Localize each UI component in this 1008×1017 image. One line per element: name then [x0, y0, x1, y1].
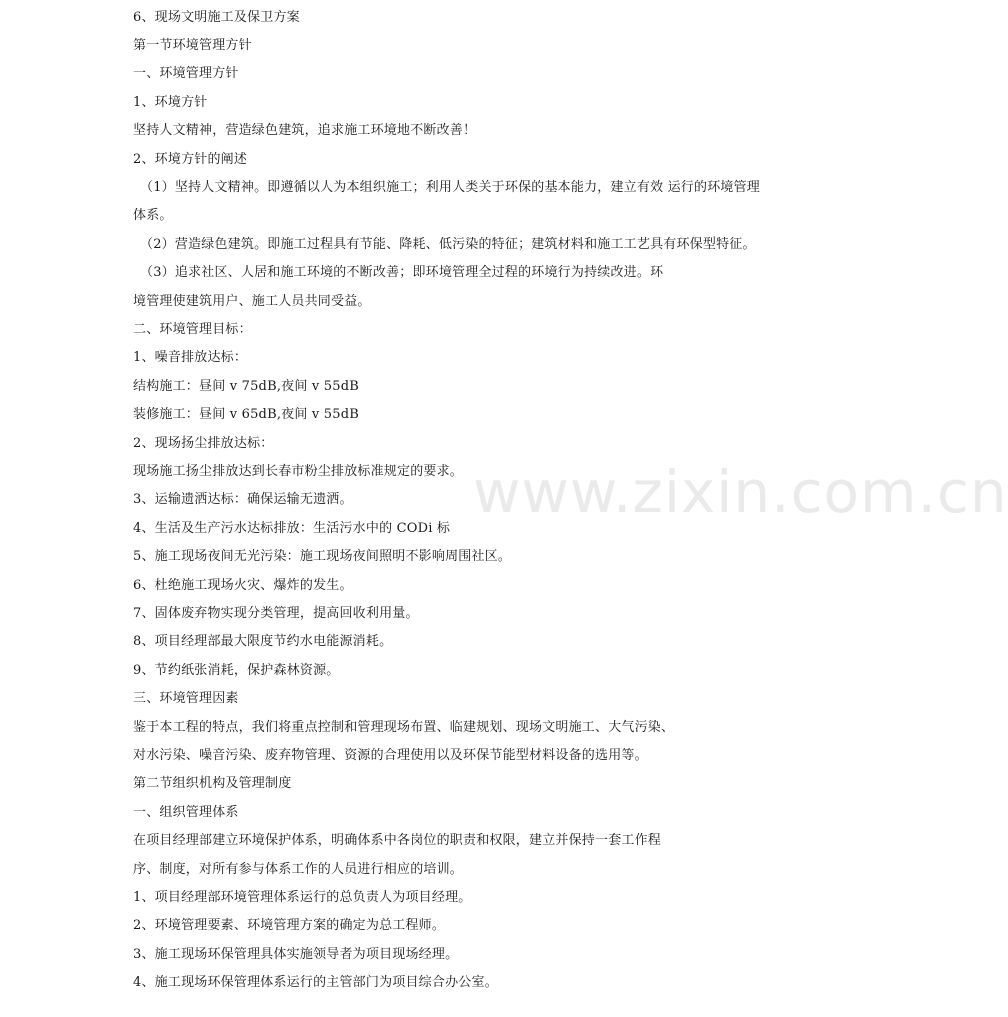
list-item: 9、节约纸张消耗，保护森林资源。 — [133, 663, 340, 678]
item-heading: 2、环境方针的阐述 — [133, 152, 248, 167]
paragraph-line: 鉴于本工程的特点，我们将重点控制和管理现场布置、临建规划、现场文明施工、大气污染、 — [133, 720, 675, 735]
paragraph-line: 序、制度，对所有参与体系工作的人员进行相应的培训。 — [133, 862, 464, 877]
list-item: 3、运输遗洒达标：确保运输无遗洒。 — [133, 492, 353, 507]
item-heading: 1、环境方针 — [133, 95, 208, 110]
watermark: www.zixin.com.cn — [473, 458, 1008, 526]
list-item: 8、项目经理部最大限度节约水电能源消耗。 — [133, 634, 393, 649]
paragraph-line: 境管理使建筑用户、施工人员共同受益。 — [133, 294, 371, 309]
list-item: 1、项目经理部环境管理体系运行的总负责人为项目经理。 — [133, 890, 472, 905]
section-heading: 6、现场文明施工及保卫方案 — [133, 10, 300, 25]
list-item: 6、杜绝施工现场火灾、爆炸的发生。 — [133, 578, 353, 593]
paragraph-line: 坚持人文精神，营造绿色建筑，追求施工环境地不断改善！ — [133, 123, 477, 138]
subsection-heading: 三、环境管理因素 — [133, 691, 239, 706]
paragraph-line: （3）追求社区、人居和施工环境的不断改善；即环境管理全过程的环境行为持续改进。环 — [140, 265, 664, 280]
list-item: 3、施工现场环保管理具体实施领导者为项目现场经理。 — [133, 947, 459, 962]
list-item: 4、施工现场环保管理体系运行的主管部门为项目综合办公室。 — [133, 975, 498, 990]
subsection-heading: 一、组织管理体系 — [133, 805, 239, 820]
subsection-heading: 二、环境管理目标： — [133, 322, 252, 337]
paragraph-line: 结构施工：昼间 v 75dB,夜间 v 55dB — [133, 379, 359, 394]
list-item: 7、固体废弃物实现分类管理，提高回收利用量。 — [133, 606, 419, 621]
paragraph-line: 在项目经理部建立环境保护体系，明确体系中各岗位的职责和权限，建立并保持一套工作程 — [133, 833, 662, 848]
subsection-heading: 一、环境管理方针 — [133, 66, 239, 81]
list-item: 5、施工现场夜间无光污染：施工现场夜间照明不影响周围社区。 — [133, 549, 512, 564]
paragraph-line: （2）营造绿色建筑。即施工过程具有节能、降耗、低污染的特征；建筑材料和施工工艺具有环保型特征。 — [140, 237, 756, 252]
chapter-heading: 第一节环境管理方针 — [133, 38, 252, 53]
paragraph-line: 现场施工扬尘排放达到长春市粉尘排放标准规定的要求。 — [133, 464, 464, 479]
paragraph-line: 装修施工：昼间 v 65dB,夜间 v 55dB — [133, 407, 359, 422]
chapter-heading: 第二节组织机构及管理制度 — [133, 776, 292, 791]
list-item: 2、环境管理要素、环境管理方案的确定为总工程师。 — [133, 918, 446, 933]
paragraph-line: 体系。 — [133, 208, 173, 223]
item-heading: 1、噪音排放达标： — [133, 350, 248, 365]
item-heading: 2、现场扬尘排放达标： — [133, 436, 274, 451]
list-item: 4、生活及生产污水达标排放：生活污水中的 CODi 标 — [133, 521, 451, 536]
paragraph-line: 对水污染、噪音污染、废弃物管理、资源的合理使用以及环保节能型材料设备的选用等。 — [133, 748, 648, 763]
paragraph-line: （1）坚持人文精神。即遵循以人为本组织施工；利用人类关于环保的基本能力，建立有效 运行的环境管理 — [140, 180, 761, 195]
